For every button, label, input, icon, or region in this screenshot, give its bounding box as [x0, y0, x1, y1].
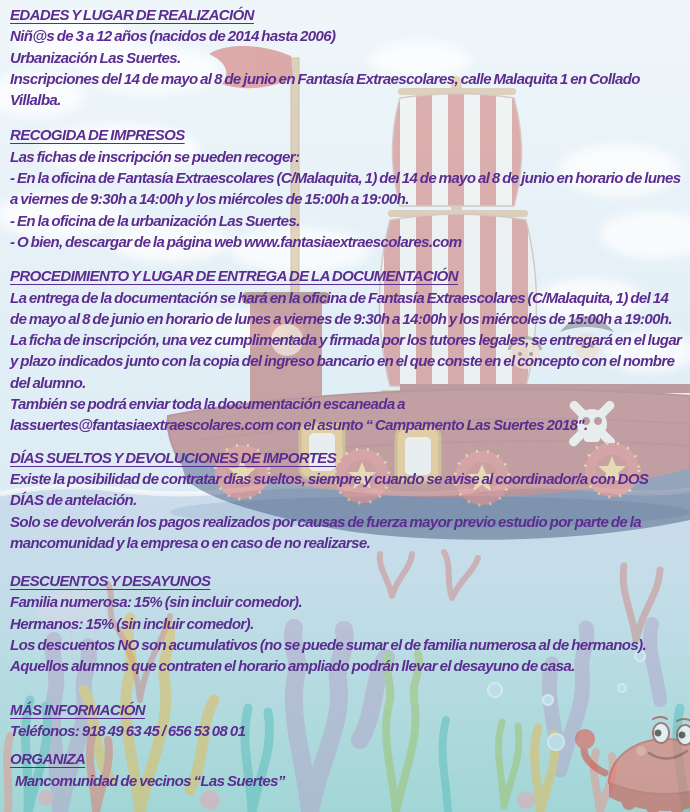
- paragraph-phones: Teléfonos: 918 49 63 45 / 656 53 08 01: [10, 722, 246, 740]
- section-heading: EDADES Y LUGAR DE REALIZACIÓN: [10, 7, 254, 24]
- paragraph: Los descuentos NO son acumulativos (no se puede sumar el de familia numerosa al de hermanos).: [10, 637, 647, 655]
- paragraph: La ficha de inscripción, una vez cumplimentada y firmada por los tutores legales, se entregará en el lugar y plazo indicados junto con la copia del ingreso bancario en el que conste en el concepto con el nombre del alumno.: [10, 332, 682, 392]
- section-heading: MÁS INFORMACIÓN: [10, 701, 145, 719]
- section-heading: DESCUENTOS Y DESAYUNOS: [10, 573, 211, 591]
- paragraph: Urbanización Las Suertes.: [10, 49, 181, 67]
- section-heading: DÍAS SUELTOS Y DEVOLUCIONES DE IMPORTES: [10, 449, 337, 467]
- paragraph-website-url: - O bien, descargar de la página web www.fantasiaextraescolares.com: [10, 233, 462, 251]
- section-heading: PROCEDIMIENTO Y LUGAR DE ENTREGA DE LA DOCUMENTACIÓN: [10, 268, 458, 286]
- paragraph: Las fichas de inscripción se pueden recoger:: [10, 148, 300, 166]
- section-recogida: [10, 125, 683, 253]
- section-edades: [10, 5, 683, 111]
- paragraph: La entrega de la documentación se hará en la oficina de Fantasía Extraescolares (C/Malaquita, 1) del 14 de mayo al 8 de junio en horario de lunes a viernes de 9:30h a 14:00h y los miércoles de 15:00h a 19:00h.: [10, 289, 672, 328]
- section-mas-informacion: [10, 700, 683, 743]
- section-dias-sueltos: [10, 448, 683, 554]
- paragraph: Aquellos alumnos que contraten el horario ampliado podrán llevar el desayuno de casa.: [10, 658, 575, 676]
- paragraph: Inscripciones del 14 de mayo al 8 de junio en Fantasía Extraescolares, calle Malaquita 1 en Collado Villalba.: [10, 70, 640, 110]
- section-heading: RECOGIDA DE IMPRESOS: [10, 127, 185, 145]
- paragraph: Existe la posibilidad de contratar días sueltos, siempre y cuando se avise al coordinador/a con DOS DÍAS de antelación.: [10, 470, 649, 510]
- paragraph: Hermanos: 15% (sin incluir comedor).: [10, 615, 254, 633]
- section-heading: ORGANIZA: [10, 751, 86, 769]
- paragraph-email: lassuertes@fantasiaextraescolares.com con el asunto “ Campamento Las Suertes 2018".: [10, 417, 588, 435]
- paragraph: - En la oficina de Fantasía Extraescolares (C/Malaquita, 1) del 14 de mayo al 8 de junio en horario de lunes a viernes de 9:30h a 14:00h y los miércoles de 15:00h a 19:00h.: [10, 170, 681, 209]
- paragraph: Familia numerosa: 15% (sin incluir comedor).: [10, 594, 303, 612]
- section-descuentos: [10, 571, 683, 677]
- section-procedimiento: [10, 266, 683, 436]
- section-organiza: [10, 749, 683, 792]
- paragraph-organizer: Mancomunidad de vecinos “Las Suertes”: [15, 772, 285, 790]
- paragraph: Niñ@s de 3 a 12 años (nacidos de 2014 hasta 2006): [10, 28, 336, 46]
- paragraph: Solo se devolverán los pagos realizados por causas de fuerza mayor previo estudio por parte de la mancomunidad y la empresa o en caso de no realizarse.: [10, 513, 642, 552]
- paragraph: - En la oficina de la urbanización Las Suertes.: [10, 212, 300, 230]
- paragraph: También se podrá enviar toda la documentación escaneada a: [10, 396, 405, 414]
